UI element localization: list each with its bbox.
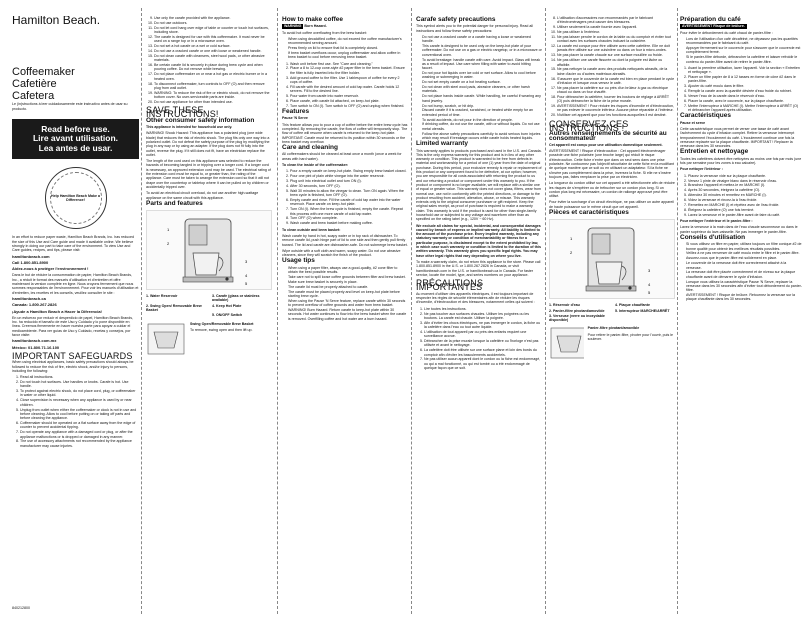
other-safety-title: Other consumer safety information (146, 116, 255, 124)
list-item: 11. Do not let cord hang over edge of table or counter or touch hot surfaces, including stove. (154, 26, 272, 35)
warranty-exclusions: We exclude all claims for special, incidental, and consequential damages caused by breach of express or implied warranty. All liability is limited to the amount of the purchase price. Every implied warranty, including any statutory warranty or condition of merchantability or fitness for a particular purpose, is disclaimed except to the extent prohibited by law, in which case such warranty or condition is limited to the duration of this written warranty. This warranty gives you specific legal rights. You may have other legal rights that vary depending on where you live. (416, 223, 541, 258)
prep-steps (688, 66, 802, 113)
list-item: 7. Ne pas utiliser aucun appareil dont le cordon ou la fiche est endommagé, ou qui a mal fonctionné, ou qui est tombé ou a été endommagé de quelque façon que ce soit. (424, 357, 542, 370)
warranty-service: To make a warranty claim, do not return this appliance to the store. Please call 1.800.851.8900 in the U.S. or 1.800.267.2826 in Canada, or visit hamiltonbeach.com in the U.S. or hamiltonbeach.ca in Canada. For faster service, locate the model, type, and series numbers on your appliance. (416, 259, 541, 277)
list-item: 6. Placer la carafe, avec le couvercle, sur la plaque chauffante. (688, 99, 802, 103)
website-mx: hamiltonbeach.com.mx (12, 338, 57, 344)
part-label: 2. Swing Open/ Removable Brew Basket (146, 303, 202, 312)
intro-es: En un esfuerzo por reducir el desperdicio de papel, Hamilton Beach Brands, Inc. ha reducido el tamaño de este Uso y Cuidado y lo pone disponible en línea. Creemos firmemente en hacer nuestra parte para apoyar a cuidar el medioambiente. Para ver guías de Uso y Cuidado, recetas y consejos, por favor visite: (12, 315, 134, 338)
household-use-note: This appliance is intended for household use only. (146, 125, 233, 130)
list-item: 3. Afin d'éviter les chocs électriques, ne pas immerger le cordon, la fiche ou la cafetière dans l'eau ou tout autre liquide. (424, 321, 542, 330)
list-item: 2. Place a 8 to 12-cup cone-style #2 paper filter in the brew basket. Ensure the filter is fully inserted into the filter holder. (290, 66, 408, 75)
intro-fr-heading: Aidez-nous à protéger l'environnement ! (12, 266, 89, 272)
list-item: 7. Turn ON (I). When the brew cycle is finished, empty the carafe. Repeat this process with one more carafe of cold tap water. (290, 207, 408, 216)
list-item: 1. Wash unit before first use. See "Care and cleaning." (290, 62, 408, 66)
list-item: 18. Pour débrancher la cafetière, tourner les boutons de réglage à ARRÊT (O) puis débrancher la fiche de la prise murale. (557, 95, 675, 104)
precautions-intro: Au moment d'utiliser des appareils électriques, il est toujours important de respecter les règles de sécurité élémentaires afin de réduire les risques d'incendie, d'électrocution et des blessures, notamment celles qui suivent : (416, 291, 535, 305)
intro-es-heading: ¡Ayude a Hamilton Beach a Hacer la Diferencia! (12, 308, 102, 314)
pause-serve-text: This feature allows you to pour a cup of coffee before the entire brew cycle has completed. By removing the carafe, the flow of coffee will temporarily stop. The flow of coffee will resume when carafe is returned to the keep-hot plate. IMPORTANT: Carafe must be returned to its position within 30 seconds or the brew basket may overflow. (282, 122, 408, 144)
cover-subtitle: Le (in)structions à leer cuidadosamente este instructivo antes de usar su producto. (12, 102, 128, 111)
list-item: 1. Avant la première utilisation, laver l'appareil. Voir la section « Entretien et nettoyage ». (688, 66, 802, 75)
list-item: 10. Ne pas utiliser à l'extérieur. (557, 30, 675, 34)
parts-title: Parts and features (146, 199, 203, 207)
entretien-title: Entretien et nettoyage (680, 148, 749, 156)
part-label: 3. Carafe (glass or stainless available) (212, 294, 260, 303)
list-item: • Appuyer fermement sur le couvercle pour s'assurer que le couvercle est complètement fermé. (686, 46, 802, 55)
carafe-safety-list (422, 35, 542, 140)
list-item: 7. Do not operate any appliance with a damaged cord or plug, or after the appliance malfunctions or is dropped or damaged in any manner. (20, 430, 139, 439)
list-item: • Si le panier-filtre déborde, débrancher la cafetière et laisser refroidir le contenu du panier-filtre avant de retirer le panier-filtre. (686, 55, 802, 64)
list-item: 8. The use of accessory attachments not recommended by the appliance manufacturer may cause injuries. (20, 439, 139, 448)
safeguards-list (20, 375, 139, 448)
website-ca: hamiltonbeach.ca (12, 295, 46, 301)
carafe-warranty-column (416, 16, 542, 612)
prep-intro: Pour éviter le débordement du café chaud de panier-filtre : (680, 30, 773, 35)
panier-callout (549, 326, 675, 360)
list-item: 1. Read all instructions. (20, 375, 139, 379)
list-item: 17. Ne pas placer la cafetière sur ou près d'un brûleur à gaz ou électrique chaud ou dans un four chauffé. (557, 86, 675, 95)
list-item: • When using the Pause 'N Serve feature, replace carafe within 30 seconds to prevent overflow of coffee grounds and water from brew basket. (288, 299, 408, 308)
list-item: 3. Ajouter du café moulu dans le filtre. (688, 84, 802, 88)
list-item: 7. Mettre l'interrupteur à MARCHE (I). Mettre l'interrupteur à ARRÊT (O) et débrancher l'appareil après utilisation. (688, 104, 802, 113)
model-number: 840212800 (12, 606, 30, 610)
care-text: All coffeemakers should be cleaned at least once a month (once a week for areas with hard water). (282, 152, 402, 161)
list-item: 12. La carafe est conçue pour être utilisée avec cette cafetière. Elle ne doit jamais être utilisée sur une cuisinière ou dans un four à micro-ondes. (557, 44, 675, 53)
list-item: 6. Coffeemaker should be operated on a flat surface away from the edge of counter to prevent accidental tipping. (20, 421, 139, 430)
phone-mx: México: 01.800.71.16.100 (12, 344, 60, 350)
caracteristiques-title: Caractéristiques (680, 112, 731, 120)
list-item: 11. Ne pas laisser pendre le cordon de la table ou du comptoir et éviter tout contact avec les surfaces chaudes incluant la cuisinière. (557, 35, 675, 44)
fold-line (277, 8, 278, 614)
fr-safety-column (549, 16, 675, 612)
fold-line (545, 8, 546, 614)
fold-line (141, 8, 142, 614)
features-title: Features (282, 108, 310, 116)
list-item: 2. Placer un filtre papier de 8 à 12 tasses en forme de cône #2 dans le panier-filtre. (688, 75, 802, 84)
list-item: 14. Ne pas utiliser une carafe fissurée ou dont la poignée est lâche ou affaiblie. (557, 58, 675, 67)
conseils-title: Conseils d'utilisation (680, 233, 746, 241)
list-item: • The carafe must be placed properly and level on keep-hot plate before starting brew cycle. (288, 290, 408, 299)
svg-text:4: 4 (648, 282, 651, 288)
environment-badge: Help Hamilton Beach Make a Difference! (45, 167, 107, 229)
svg-text:2: 2 (570, 250, 573, 256)
list-item: • The carafe lid must be properly attached to carafe. (288, 285, 408, 289)
list-item: 4. Remplir la carafe avec la quantité désirée d'eau froide du robinet. (688, 89, 802, 93)
part-label: 4. Keep Hot Plate (212, 303, 242, 308)
part-label: 4. Plaque chauffante (615, 303, 650, 308)
list-item: • Discard carafe if it is cracked, scratched, or treated while empty for an extended period of time. (422, 108, 542, 117)
list-item: • Make sure brew basket is securely in place. (288, 280, 408, 284)
list-item: • Do not clean with steel wool pads, abrasive cleaners, or other harsh materials. (422, 85, 542, 94)
list-item: • Lors de l'utilisation d'un café décaféiné, ne dépassez pas les quantités recommandées par le fabricant du café. (686, 37, 802, 46)
list-item: 2. Do not touch hot surfaces. Use handles or knobs. Carafe is hot. Use handle. (20, 380, 139, 389)
coffeemaker-illustration (550, 220, 674, 298)
fr-howto-column (680, 16, 802, 612)
usage-tips-title: Usage tips (282, 257, 315, 265)
svg-text:1: 1 (167, 227, 170, 233)
list-item: 15. Ne pas nettoyer la carafe avec des produits nettoyants abrasifs, de la laine d'acier ou d'autres matériaux abrasifs. (557, 67, 675, 76)
list-item: • Follow the above safety precautions carefully to avoid serious burn injuries which may result if breakage occurs while carafe holds heated liquids. (422, 132, 542, 141)
list-item: 5. Attendez 30 minutes et remettez en MARCHE (I). (688, 193, 802, 197)
autres-title: Autres renseignements de sécurité au consommateur (549, 130, 667, 142)
part-label: 5. Interrupteur MARCHE/ARRÊT (615, 308, 670, 313)
clean-inside-heading: To clean the inside of the coffeemaker: (282, 163, 349, 168)
list-item: • AVERTISSEMENT ! Risque de brûlure. Retournez la verseuse sur la plaque chauffante dans les 30 secondes. (686, 293, 802, 302)
list-item: 6. Place carafe, with carafe lid attached, on keep-hot plate. (290, 99, 408, 103)
list-item: 17. Do not place coffeemaker on or near a hot gas or electric burner or in a heated oven. (154, 72, 272, 81)
cord-length-text: The length of the cord used on this appliance was selected to reduce the hazards of becoming tangled in or tripping over a longer cord. If a longer cord is necessary, an approved extension cord may be used. The electrical rating of the extension cord must be equal to, or greater than, the rating of the appliance. Care must be taken to arrange the extension cord so that it will not drape over the countertop or tabletop where it can be pulled on by children or accidentally tripped over. (146, 159, 271, 189)
conservez-title: CONSERVEZ CES INSTRUCTIONS ! (549, 118, 629, 133)
list-item: • Do not place hands inside carafe. While handling, be careful if wearing any hand jewelry. (422, 94, 542, 103)
phone-us: Call 1.800.851.8900 (12, 259, 49, 265)
coffeemaker-illustration (147, 211, 271, 289)
list-item: 6. Empty carafe and rinse. Fill the carafe of cold tap water into the water reservoir. Place carafe on keep-hot plate. (290, 198, 408, 207)
pause-text-fr: Cette caractéristique vous permet de verser une tasse de café avant l'achèvement du cycle d'infusion complet. Retirer la verseuse interrompt temporairement l'écoulement du café. L'écoulement continue une fois la verseuse replacée sur la plaque chauffante. IMPORTANT ! Replacer la verseuse dans les 30 secondes. (680, 126, 795, 149)
brew-basket-caption: Swing Open/Removable Brew Basket (190, 321, 254, 326)
title-en: Coffeemaker (12, 66, 75, 79)
clean-steps (290, 169, 408, 225)
list-item: • Take care not to spill loose coffee grounds between filter and brew basket. (288, 275, 408, 279)
intro-en: In an effort to reduce paper waste, Hamilton Beach Brands, Inc. has reduced the size of this Use and Care guide and made it available online. We believe strongly in doing our part to take care of the environment. To view Use and Care guides, recipes, and tips, please visit: (12, 235, 134, 253)
save-instructions-title: SAVE THESE INSTRUCTIONS! (146, 105, 219, 120)
list-item: 12. The carafe is designed for use with this coffeemaker. It must never be used on a range top or in a microwave oven. (154, 35, 272, 44)
exterieur-text: Lavez la verseuse à la main dans de l'eau chaude savonneuse ou dans le panier supérieur du lave-vaisselle. Ne pas immerger le panier-filtre. (680, 225, 798, 234)
carafe-safety-intro: This symbol alerts you to the potential danger for personal injury. Read all instructions and follow these safety precautions: (416, 24, 533, 33)
pieces-legend (549, 303, 675, 322)
brew-basket-callout (146, 322, 272, 356)
title-es: Cafetera (12, 90, 55, 103)
phone-ca: Canada: 1.800.267.2826 (12, 302, 57, 308)
list-item: 7. Remettez en MARCHE (I) et répétez avec de l'eau froide. (688, 203, 802, 207)
list-item: • Le couvercle de la verseuse doit être correctement attaché à la verseuse. (686, 261, 802, 270)
list-item: • Do not set empty carafe on a hot heating surface. (422, 80, 542, 84)
prep-title: Préparation du café (680, 16, 741, 23)
warning-label-fr: AVERTISSEMENT Risque de brûlure. (682, 24, 745, 29)
fold-line (411, 8, 412, 614)
precautions-title: PRÉCAUTIONS IMPORTANTES (416, 278, 484, 293)
polarized-plug-text: WARNING! Shock Hazard: This appliance has a polarized plug (one wide blade) that reduces the risk of electric shock. The plug fits only one way into a polarized outlet. Do not defeat the safety purpose of the plug by modifying the plug in any way or by using an adapter. If the plug does not fit fully into the outlet, reverse the plug. If it still does not fit, have an electrician replace the outlet. (146, 131, 270, 157)
list-item: 8. Turn OFF (O) when complete. (290, 216, 408, 220)
safeguards-intro: When using electrical appliances, basic safety precautions should always be followed to reduce the risk of fire, electric shock, and/or injury to persons, including the following: (12, 360, 134, 373)
exterieur-heading: Pour nettoyer l'extérieur et le panier-filtre : (680, 219, 753, 224)
list-item: 20. Do not use appliance for other than intended use. (154, 100, 272, 104)
intro-fr: Dans le but de réduire la consommation de papier, Hamilton Beach Brands, Inc., a réduit le format des manuels d'utilisation et d'entretien et offre maintenant la version complète en ligne. Nous croyons fermement que nous sommes responsables de l'environnement. Pour voir les manuels d'utilisation et d'entretien, les recettes et les conseils, veuillez consulter le site : (12, 273, 139, 295)
precautions-list-continued (557, 16, 675, 118)
conseils-list (686, 242, 802, 301)
list-item: 20. N'utiliser cet appareil que pour les fonctions auxquelles il est destiné. (557, 113, 675, 117)
read-before-use-box: Read before use. Lire avant utilisation. Lea antes de usar. (12, 119, 139, 160)
list-item: 13. Do not set a hot carafe on a wet or cold surface. (154, 44, 272, 48)
make-coffee-title: How to make coffee (282, 16, 344, 23)
list-item: 4. Close supervision is necessary when any appliance is used by or near children. (20, 398, 139, 407)
title-fr: Cafetière (12, 78, 57, 91)
make-bullets (288, 37, 408, 60)
part-label: 2. Panier-filtre pivotant/amovible (549, 308, 605, 313)
safeguards-continued-column (146, 16, 272, 612)
entretien-text: Toutes les cafetières doivent être nettoyées au moins une fois par mois (une fois par semaine pour les zones à eau calcaire). (680, 156, 802, 166)
clean-outside-text-2: Wipe outside with a soft cloth and warm, soapy water. Do not use abrasive cleaners, since they will scratch the finish of the product. (282, 248, 401, 258)
list-item: 14. Do not use a cracked carafe or one with loose or weakened handle. (154, 49, 272, 53)
entretien-heading: Pour nettoyer l'intérieur : (680, 167, 723, 172)
list-item: 8. L'utilisation d'accessoires non recommandés par le fabricant d'électroménagers peut causer des blessures. (557, 16, 675, 25)
coffeemaker-diagram-fr (549, 219, 675, 299)
svg-text:3: 3 (245, 259, 248, 265)
list-item: 5. Débrancher de la prise murale lorsque la cafetière ou l'horloge n'est pas utilisée et avant le nettoyage. (424, 339, 542, 348)
part-label: 1. Réservoir d'eau (549, 303, 580, 308)
how-to-column (282, 16, 408, 612)
pieces-title: Pièces et caractéristiques (549, 209, 629, 216)
list-item: 13. Ne pas placer la carafe chaude sur une surface mouillée ou froide. (557, 53, 675, 57)
usage-tips-list (288, 266, 408, 321)
list-item: 19. WARNING: To reduce the risk of fire or electric shock, do not remove the bottom cover. No user-serviceable parts are inside. (154, 91, 272, 100)
list-item: • Veillez à ne pas renverser de café moulu entre le filtre et le panier-filtre. (686, 251, 802, 255)
list-item: 6. Videz la verseuse et rincez-la à l'eau froide. (688, 198, 802, 202)
product-titles (12, 66, 139, 102)
list-item: 1. Lire toutes les instructions. (424, 307, 542, 311)
part-label: 3. Verseuse (verre ou inoxydable disponible) (549, 313, 605, 323)
list-item: 4. Fill carafe with the desired amount of cold tap water. Carafe holds 12 servers. Fill to the desired line. (290, 85, 408, 94)
brew-basket-illustration (549, 326, 584, 360)
coffeemaker-diagram (146, 210, 272, 290)
warranty-text: This warranty applies to products purchased and used in the U.S. and Canada. This is the only express warranty for this product and is in lieu of any other warranty or condition. This product is warranted to be free from defects in material and workmanship for a period of one (1) year from the date of original purchase. During this period, your exclusive remedy is repair or replacement of this product or any component found to be defective, at our option; however, you are responsible for all costs associated with returning the product to us and our returning a product or component under this warranty to you. If the product or component is no longer available, we will replace with a similar one of equal or greater value. This warranty does not cover glass, filters, wear from normal use, use not in conformity with the printed directions, or damage to the product resulting from accident, alteration, abuse, or misuse. This warranty extends only to the original consumer purchaser or gift recipient. Keep the original sales receipt, as proof of purchase is required to make a warranty claim. This warranty is void if the product is used for other than single-family household use or subjected to any voltage and waveform other than as specified on the rating label (e.g., 120V ~ 60 Hz). (416, 148, 542, 222)
make-steps (290, 62, 408, 109)
list-item: 3. Branchez l'appareil et mettez-le en MARCHE (I). (688, 183, 802, 187)
svg-text:5: 5 (245, 281, 248, 287)
list-item: 16. Be certain carafe lid is securely in place during brew cycle and when pouring coffee. Do not remove while brewing. (154, 63, 272, 72)
warning-sub: Burn Hazard. (304, 24, 327, 29)
warranty-title: Limited warranty (416, 140, 469, 148)
list-item: 9. Lavez la verseuse et le panier-filtre avant de faire du café. (688, 213, 802, 217)
safeguards-list-continued (154, 16, 272, 104)
list-item: • If drinking coffee, do not use the carafe, with or without liquids. Do not use metal utensils. (422, 122, 542, 131)
cordon-text: La longueur du cordon utilisé sur cet appareil a été sélectionnée afin de réduire les risques de s'empêtrer ou de trébucher sur un cordon plus long. Si un cordon plus long est nécessaire, un cordon de rallonge approuvé peut être utilisé. (549, 181, 675, 199)
prep-bullets (686, 37, 802, 64)
list-item: 9. Wash carafe and brew basket before making coffee. (290, 221, 408, 225)
list-item: • To avoid breakage: handle carafe with care. Avoid impact. Glass will break as a result of impact. Use care when filling with water to avoid hitting faucet. (422, 58, 542, 71)
list-item: 2. Ne pas toucher aux surfaces chaudes. Utiliser les poignées ou les boutons. La carafe est chaude. Utiliser la poignée. (424, 312, 542, 321)
entretien-steps (688, 174, 802, 217)
list-item: 4. After 30 seconds, turn OFF (O). (290, 184, 408, 188)
website-us: hamiltonbeach.com (12, 253, 50, 259)
precautions-list (424, 307, 542, 371)
carafe-safety-title: Carafe safety precautions (416, 16, 496, 23)
list-item: 2. Versez 1 pinte de vinaigre blanc dans le réservoir d'eau. (688, 179, 802, 183)
list-item: 3. Add ground coffee to the filter. Use 1 tablespoon of coffee for every 2 cups of coffee. (290, 76, 408, 85)
care-title: Care and cleaning (282, 144, 338, 152)
svg-text:4: 4 (245, 273, 248, 279)
list-item: • Press firmly on lid to ensure that lid is completely closed. (288, 46, 408, 50)
svg-text:3: 3 (648, 268, 651, 274)
warning-label: WARNING (284, 24, 302, 29)
clean-outside-text: Wash carafe by hand in hot, soapy water or in top rack of dishwasher. To remove carafe lid, push hinge part of lid to one side and then gently pull firmly toward. The lid and carafe are dishwasher-safe. Do not submerge brew basket. (282, 233, 408, 247)
list-item: 5. Unplug from outlet when either the coffeemaker or clock is not in use and before cleaning. Allow to cool before putting on or taking off parts and before cleaning the appliance. (20, 408, 139, 421)
list-item: 10. Do not use outdoors. (154, 21, 272, 25)
list-item: 7. Turn switch to ON (I). Turn switch to OFF (O) and unplug when finished. (290, 104, 408, 108)
brew-basket-text: To remove, swing open and then lift up. (190, 327, 253, 332)
pause-serve-title: Pause 'N Serve (282, 116, 308, 121)
part-label: 1. Water Reservoir (146, 294, 178, 299)
list-item: 1. Placez la verseuse vide sur la plaque chauffante. (688, 174, 802, 178)
list-item: • To avoid accidents, do not pour in the direction of people. (422, 118, 542, 122)
brand-logo: Hamilton Beach. (12, 16, 101, 27)
list-item: 16. S'assurer que le couvercle de la carafe est bien en place pendant le cycle d'infusion et lorsque vous versez le café. (557, 77, 675, 86)
list-item: 9. Use only the carafe provided with the appliance. (154, 16, 272, 20)
list-item: 3. To protect against electric shock, do not place cord, plug, or coffeemaker in water or other liquid. (20, 389, 139, 398)
list-item: • Do not pour hot liquids over ice cold or wet surface. Allow to cool before washing or submerging in water. (422, 71, 542, 80)
list-item: 1. Pour a empty carafe on keep-hot plate. Swing empty brew basket closed. (290, 169, 408, 173)
list-item: 9. Utiliser seulement la carafe fournie avec l'appareil. (557, 25, 675, 29)
list-item: 5. Pour water from carafe into water reservoir. (290, 94, 408, 98)
circuit-text: Pour éviter la surcharge d'un circuit électrique, ne pas utiliser un autre appareil de haute puissance sur le même circuit que cet appareil. (549, 200, 674, 209)
cover-column (12, 16, 139, 612)
fiche-polarisee-text: AVERTISSEMENT ! Risque d'électrocution : Cet appareil électroménager possède une fiche polarisée (une broche large) qui réduit le risque d'électrocution. Cette fiche n'entre que dans un seul sens dans une prise polarisée. Ne contournez pas l'objectif sécuritaire de cette fiche en la modifiant de quelque manière que ce soit ou en utilisant un adaptateur. Si la fiche ne s'insère pas complètement dans la prise, inversez la fiche. Si elle ne s'insère toujours pas, faites remplacer la prise par un électricien. (549, 149, 674, 179)
panier-text: Pour retirer le panier-filtre, pivoter pour l'ouvrir, puis le soulever. (587, 332, 674, 342)
fold-line (677, 8, 678, 614)
safeguards-title: IMPORTANT SAFEGUARDS (12, 350, 133, 361)
svg-text:5: 5 (648, 290, 651, 296)
list-item: • WARNING! Burn Hazard. Return carafe to keep-hot plate within 30 seconds. Hot water continues to flow into the brew basket when the carafe is removed. Overfilling coffee and hot water are a burn hazard. (288, 308, 408, 321)
svg-text:2: 2 (167, 241, 170, 247)
list-item: 5. Wait 30 minutes to allow the vinegar to clean. Turn ON again. When the brew cycle is finished, turn OFF (O). (290, 189, 408, 198)
list-item: • When using decalcified coffee, do not exceed the coffee manufacturer's recommended serving amount. (288, 37, 408, 46)
list-item: 2. Pour one pint of plain white vinegar into the water reservoir. (290, 174, 408, 178)
svg-text:1: 1 (570, 236, 573, 242)
list-item: • If brew basket overflows occur, unplug coffeemaker and allow coffee in brew basket to cool before removing brew basket. (288, 51, 408, 60)
panier-caption: Panier-filtre pivotant/amovible (587, 326, 640, 331)
domestic-use-note: Cet appareil est conçu pour une utilisation domestique seulement. (549, 142, 663, 147)
part-label: 5. ON/OFF Switch (212, 313, 243, 318)
make-intro: To avoid hot coffee overflowing from the brew basket: (282, 30, 367, 35)
list-item: • When using a paper filter, always use a good-quality, #2 cone filter to obtain the best possible results. (288, 266, 408, 275)
list-item: 4. Après 30 secondes, éteignez la cafetière (O). (688, 188, 802, 192)
list-item: • Lorsque vous utilisez la caractéristique Pause 'N Serve, replacer la verseuse dans les 30 secondes afin d'éviter tout débordement du panier-filtre. (686, 280, 802, 293)
list-item: • This carafe is designed to be used only on the keep-hot plate of your coffeemaker. Do not use on a gas or electric rangetop, or in a microwave or conventional oven. (422, 44, 542, 57)
list-item: • Si vous utilisez un filtre en papier, utilisez toujours un filtre conique #2 de bonne qualité pour obtenir les meilleurs résultats possibles. (686, 242, 802, 251)
list-item: • Do not use a cracked carafe or a carafe having a loose or weakened handle. (422, 35, 542, 44)
list-item: • Assurez-vous que le panier-filtre est solidement en place. (686, 256, 802, 260)
list-item: 4. L'utilisation de tout appareil par ou près des enfants requiert une surveillance accrue. (424, 330, 542, 339)
list-item: 19. AVERTISSEMENT ! Pour réduire les risques d'incendie et d'électrocution, ne pas enlever le couvercle inférieur. Aucune pièce réparable à l'intérieur. (557, 104, 675, 113)
clean-outside-heading: To clean outside and brew basket: (282, 227, 341, 232)
list-item: • La verseuse doit être placée correctement et de niveau sur la plaque chauffante avant de démarrer le cycle d'infusion. (686, 270, 802, 279)
list-item: 3. Plug unit into electrical outlet and turn ON (I). (290, 179, 408, 183)
circuit-overload-text: To avoid an electrical circuit overload, do not use another high-wattage appliance on the same circuit with this appliance. (146, 191, 259, 200)
list-item: 8. Éteignez la cafetière (O) une fois terminé. (688, 208, 802, 212)
list-item: 18. To disconnect coffeemaker, turn controls to OFF (O) and then remove plug from wall outlet. (154, 82, 272, 91)
brew-basket-illustration (146, 322, 186, 356)
pause-title-fr: Pause et serve (680, 120, 706, 125)
parts-legend (146, 294, 272, 317)
list-item: • Do not bump, scratch, or hit drip. (422, 104, 542, 108)
list-item: 15. Do not clean carafe with cleansers, steel wool pads, or other abrasive materials. (154, 54, 272, 63)
list-item: 6. La cafetière doit être utilisée sur une surface plane et loin des bords du comptoir afin d'éviter les basculements accidentels. (424, 348, 542, 357)
list-item: 5. Verser l'eau de la carafe dans le réservoir d'eau. (688, 94, 802, 98)
